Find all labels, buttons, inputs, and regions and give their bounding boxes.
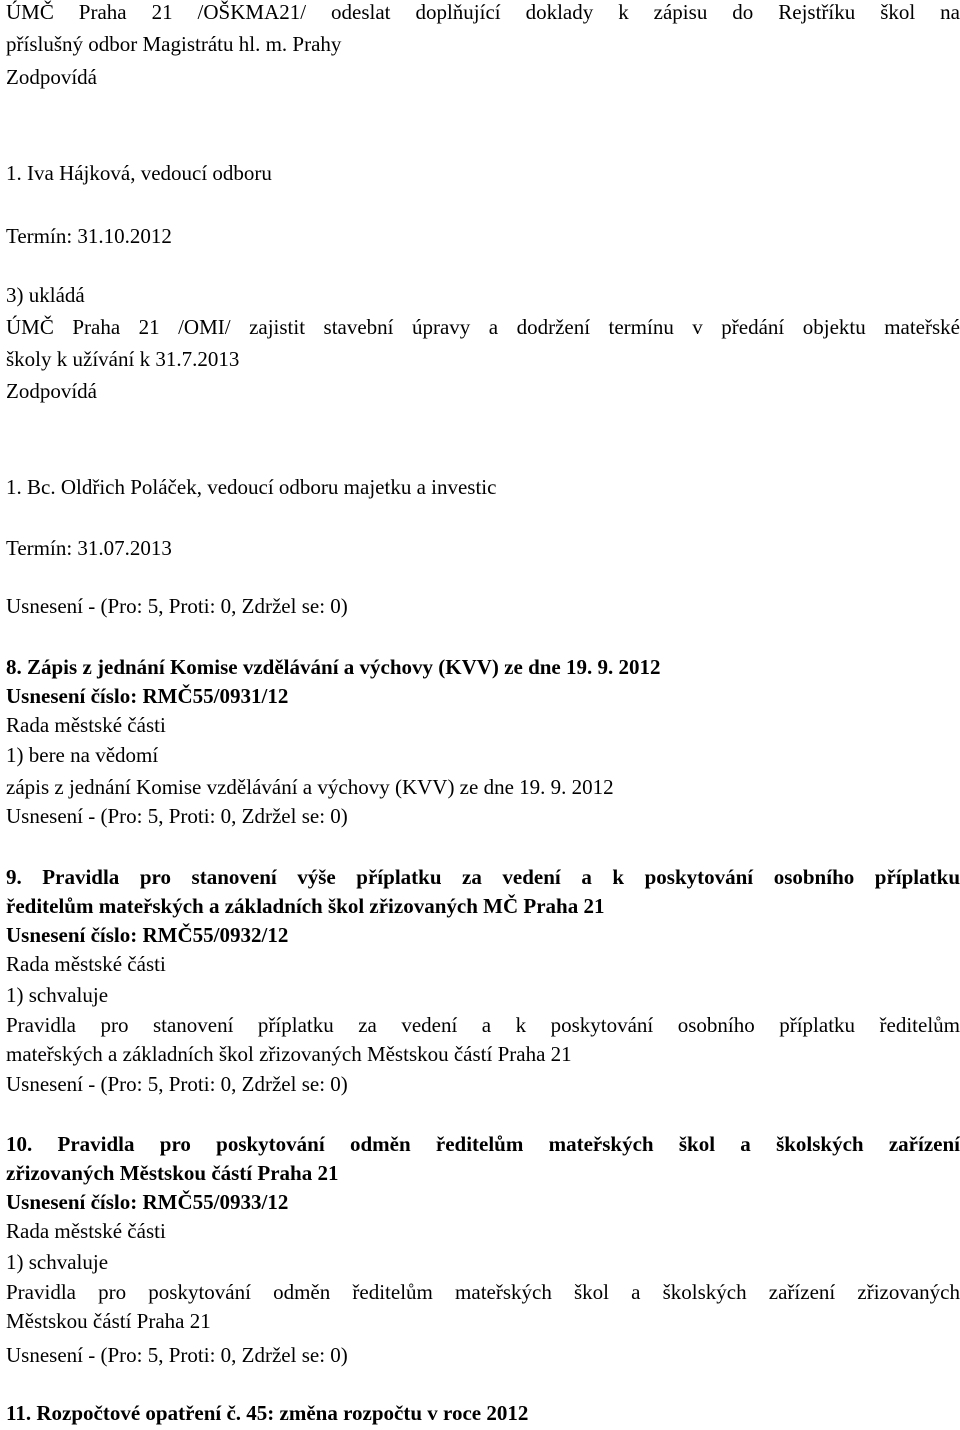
task-text-line-2: školy k užívání k 31.7.2013 <box>6 347 240 371</box>
item-heading: 11. Rozpočtové opatření č. 45: změna rozpočtu v roce 2012 <box>6 1401 529 1425</box>
task-text-line-1: ÚMČ Praha 21 /OMI/ zajistit stavební úpravy a dodržení termínu v předání objektu mateřské <box>6 315 960 339</box>
item-heading-line-1: 9. Pravidla pro stanovení výše příplatku za vedení a k poskytování osobního příplatku <box>6 865 960 889</box>
section-heading: 3) ukládá <box>6 283 85 307</box>
vote-result: Usnesení - (Pro: 5, Proti: 0, Zdržel se: 0) <box>6 1343 348 1367</box>
responsible-label: Zodpovídá <box>6 65 97 89</box>
responsible-person: 1. Bc. Oldřich Poláček, vedoucí odboru majetku a investic <box>6 475 497 499</box>
resolution-text-line-1: Pravidla pro stanovení příplatku za vedení a k poskytování osobního příplatku ředitelům <box>6 1013 960 1037</box>
vote-result: Usnesení - (Pro: 5, Proti: 0, Zdržel se: 0) <box>6 804 348 828</box>
vote-result: Usnesení - (Pro: 5, Proti: 0, Zdržel se: 0) <box>6 594 348 618</box>
resolution-number: Usnesení číslo: RMČ55/0933/12 <box>6 1190 289 1214</box>
responsible-label: Zodpovídá <box>6 379 97 403</box>
deadline: Termín: 31.10.2012 <box>6 224 172 248</box>
deadline: Termín: 31.07.2013 <box>6 536 172 560</box>
resolution-number: Usnesení číslo: RMČ55/0932/12 <box>6 923 289 947</box>
item-heading-line-1: 10. Pravidla pro poskytování odměn ředitelům mateřských škol a školských zařízení <box>6 1132 960 1156</box>
vote-result: Usnesení - (Pro: 5, Proti: 0, Zdržel se: 0) <box>6 1072 348 1096</box>
resolution-text-line-1: Pravidla pro poskytování odměn ředitelům mateřských škol a školských zařízení zřizovaných <box>6 1280 960 1304</box>
item-heading-line-2: ředitelům mateřských a základních škol zřizovaných MČ Praha 21 <box>6 894 605 918</box>
resolution-number: Usnesení číslo: RMČ55/0931/12 <box>6 684 289 708</box>
resolution-text-line-2: Městskou částí Praha 21 <box>6 1309 211 1333</box>
resolution-text-line-2: mateřských a základních škol zřizovaných Městskou částí Praha 21 <box>6 1042 572 1066</box>
responsible-person: 1. Iva Hájková, vedoucí odboru <box>6 161 272 185</box>
council-label: Rada městské části <box>6 713 166 737</box>
item-heading-line-2: zřizovaných Městskou částí Praha 21 <box>6 1161 339 1185</box>
resolution-text: zápis z jednání Komise vzdělávání a výchovy (KVV) ze dne 19. 9. 2012 <box>6 775 614 799</box>
task-text-line-2: příslušný odbor Magistrátu hl. m. Prahy <box>6 32 342 56</box>
resolution-action: 1) schvaluje <box>6 983 109 1007</box>
resolution-action: 1) schvaluje <box>6 1250 109 1274</box>
resolution-action: 1) bere na vědomí <box>6 743 159 767</box>
item-heading: 8. Zápis z jednání Komise vzdělávání a výchovy (KVV) ze dne 19. 9. 2012 <box>6 655 661 679</box>
task-text-line-1: ÚMČ Praha 21 /OŠKMA21/ odeslat doplňující doklady k zápisu do Rejstříku škol na <box>6 0 960 24</box>
council-label: Rada městské části <box>6 952 166 976</box>
council-label: Rada městské části <box>6 1219 166 1243</box>
